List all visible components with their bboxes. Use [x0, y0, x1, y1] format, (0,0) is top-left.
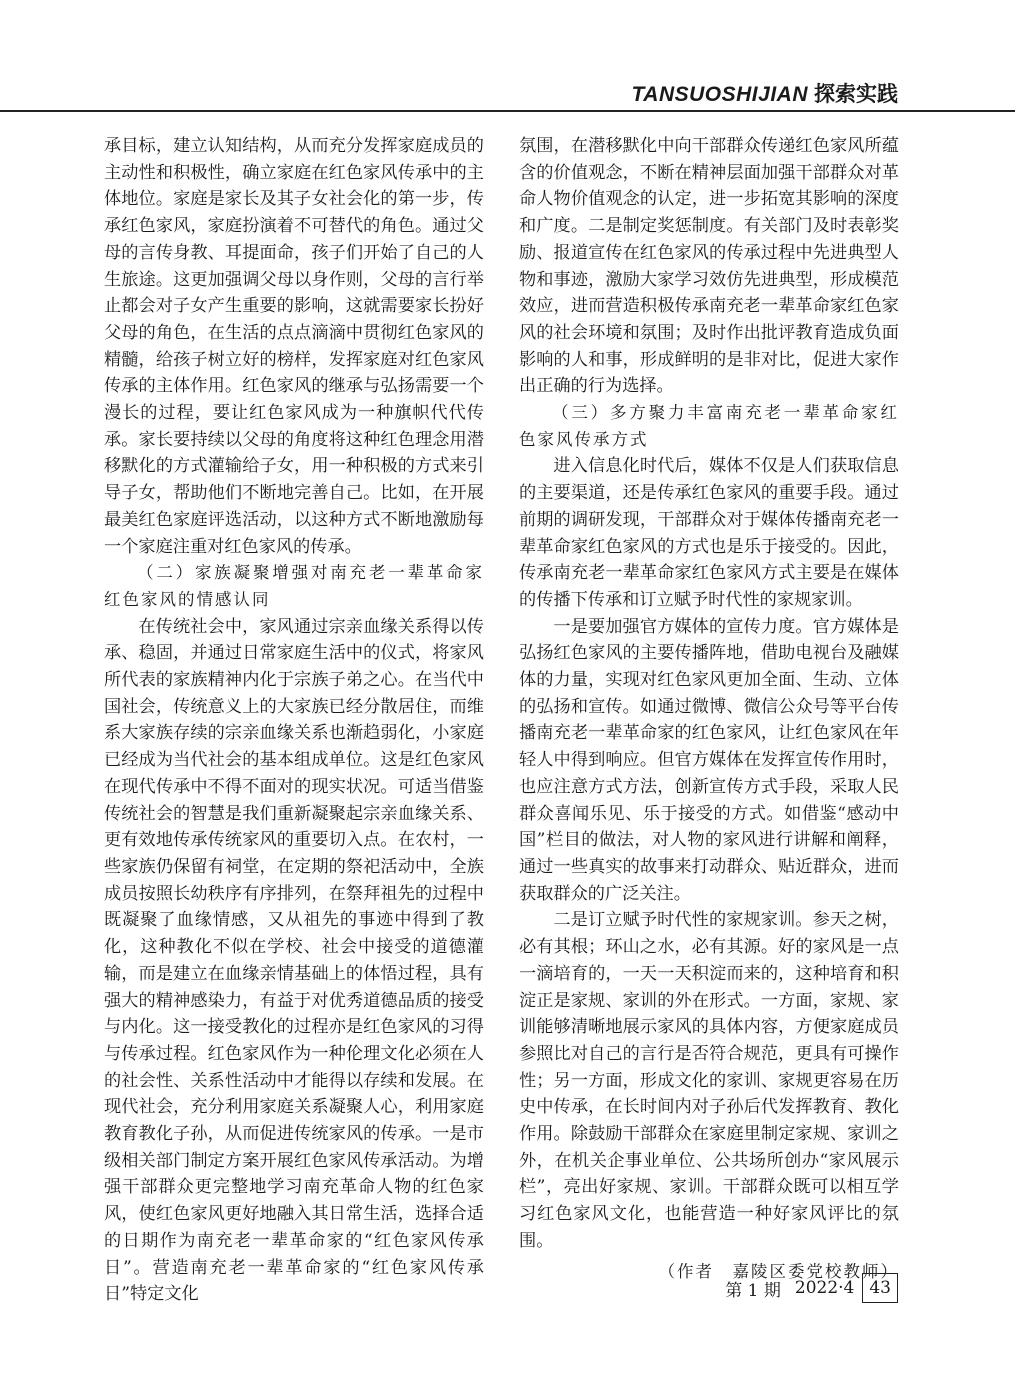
issue-date: 2022·4	[794, 1278, 855, 1298]
left-column	[104, 133, 484, 1308]
paragraph: 氛围，在潜移默化中向干部群众传递红色家风所蕴含的价值观念，不断在精神层面加强干部群众对革命人物价值观念的认定，进一步拓宽其影响的深度和广度。二是制定奖惩制度。有关部门及时表彰奖励、报道宣传在红色家风的传承过程中先进典型人物和事迹，激励大家学习效仿先进典型，形成模范效应，进而营造积极传承南充老一辈革命家红色家风的社会环境和氛围；及时作出批评教育造成负面影响的人和事，形成鲜明的是非对比，促进大家作出正确的行为选择。	[519, 136, 899, 397]
journal-column-title-latin: TANSUOSHIJIAN	[631, 83, 808, 106]
journal-column-title	[632, 78, 898, 108]
paragraph: 进入信息化时代后，媒体不仅是人们获取信息的主要渠道，还是传承红色家风的重要手段。通过前期的调研发现，干部群众对于媒体传播南充老一辈革命家红色家风的方式也是乐于接受的。因此，传承南充老一辈革命家红色家风方式主要是在媒体的传播下传承和订立赋予时代性的家规家训。	[519, 456, 899, 610]
header-rule	[0, 110, 1015, 112]
page-header	[0, 0, 1015, 112]
page-number: 43	[862, 1273, 898, 1303]
section-heading: （三）多方聚力丰富南充老一辈革命家红色家风传承方式	[519, 403, 899, 449]
section-heading: （二）家族凝聚增强对南充老一辈革命家红色家风的情感认同	[104, 563, 484, 609]
author-note: （作者 嘉陵区委党校教师）	[658, 1261, 899, 1281]
paragraph: 一是要加强官方媒体的宣传力度。官方媒体是弘扬红色家风的主要传播阵地，借助电视台及融媒体的力量，实现对红色家风更加全面、生动、立体的弘扬和宣传。如通过微博、微信公众号等平台传播南充老一辈革命家的红色家风，让红色家风在年轻人中得到响应。但官方媒体在发挥宣传作用时，也应注意方式方法，创新宣传方式手段，采取人民群众喜闻乐见、乐于接受的方式。如借鉴“感动中国”栏目的做法，对人物的家风进行讲解和阐释，通过一些真实的故事来打动群众、贴近群众，进而获取群众的广泛关注。	[519, 616, 899, 904]
paragraph: 承目标，建立认知结构，从而充分发挥家庭成员的主动性和积极性，确立家庭在红色家风传承中的主体地位。家庭是家长及其子女社会化的第一步，传承红色家风，家庭扮演着不可替代的角色。通过父母的言传身教、耳提面命，孩子们开始了自己的人生旅途。这更加强调父母以身作则，父母的言行举止都会对子女产生重要的影响，这就需要家长扮好父母的角色，在生活的点点滴滴中贯彻红色家风的精髓，给孩子树立好的榜样，发挥家庭对红色家风传承的主体作用。红色家风的继承与弘扬需要一个漫长的过程，要让红色家风成为一种旗帜代代传承。家长要持续以父母的角度将这种红色理念用潜移默化的方式灌输给子女，用一种积极的方式来引导子女，帮助他们不断地完善自己。比如，在开展最美红色家庭评选活动，以这种方式不断地激励每一个家庭注重对红色家风的传承。	[104, 136, 484, 557]
right-column	[519, 133, 899, 1285]
journal-column-title-chinese: 探索实践	[814, 82, 898, 106]
page-footer	[725, 1273, 898, 1303]
paragraph: 二是订立赋予时代性的家规家训。参天之树，必有其根；环山之水，必有其源。好的家风是一点一滴培育的，一天一天积淀而来的，这种培育和积淀正是家规、家训的外在形式。一方面，家规、家训能够清晰地展示家风的具体内容，方便家庭成员参照比对自己的言行是否符合规范，更具有可操作性；另一方面，形成文化的家训、家规更容易在历史中传承，在长时间内对子孙后代发挥教育、教化作用。除鼓励干部群众在家庭里制定家规、家训之外，在机关企事业单位、公共场所创办“家风展示栏”，亮出好家规、家训。干部群众既可以相互学习红色家风文化，也能营造一种好家风评比的氛围。	[519, 910, 899, 1251]
paragraph: 在传统社会中，家风通过宗亲血缘关系得以传承、稳固，并通过日常家庭生活中的仪式，将家风所代表的家族精神内化于宗族子弟之心。在当代中国社会，传统意义上的大家族已经分散居住，而维系大家族存续的宗亲血缘关系也渐趋弱化，小家庭已经成为当代社会的基本组成单位。这是红色家风在现代传承中不得不面对的现实状况。可适当借鉴传统社会的智慧是我们重新凝聚起宗亲血缘关系、更有效地传承传统家风的重要切入点。在农村，一些家族仍保留有祠堂，在定期的祭祀活动中，全族成员按照长幼秩序有序排列，在祭拜祖先的过程中既凝聚了血缘情感，又从祖先的事迹中得到了教化，这种教化不似在学校、社会中接受的道德灌输，而是建立在血缘亲情基础上的体悟过程，具有强大的精神感染力，有益于对优秀道德品质的接受与内化。这一接受教化的过程亦是红色家风的习得与传承过程。红色家风作为一种伦理文化必须在人的社会性、关系性活动中才能得以存续和发展。在现代社会，充分利用家庭关系凝聚人心，利用家庭教育教化子孙，从而促进传统家风的传承。一是市级相关部门制定方案开展红色家风传承活动。为增强干部群众更完整地学习南充革命人物的红色家风，使红色家风更好地融入其日常生活，选择合适的日期作为南充老一辈革命家的“红色家风传承日”。营造南充老一辈革命家的“红色家风传承日”特定文化	[104, 616, 484, 1305]
issue-number: 第 1 期	[725, 1280, 781, 1301]
